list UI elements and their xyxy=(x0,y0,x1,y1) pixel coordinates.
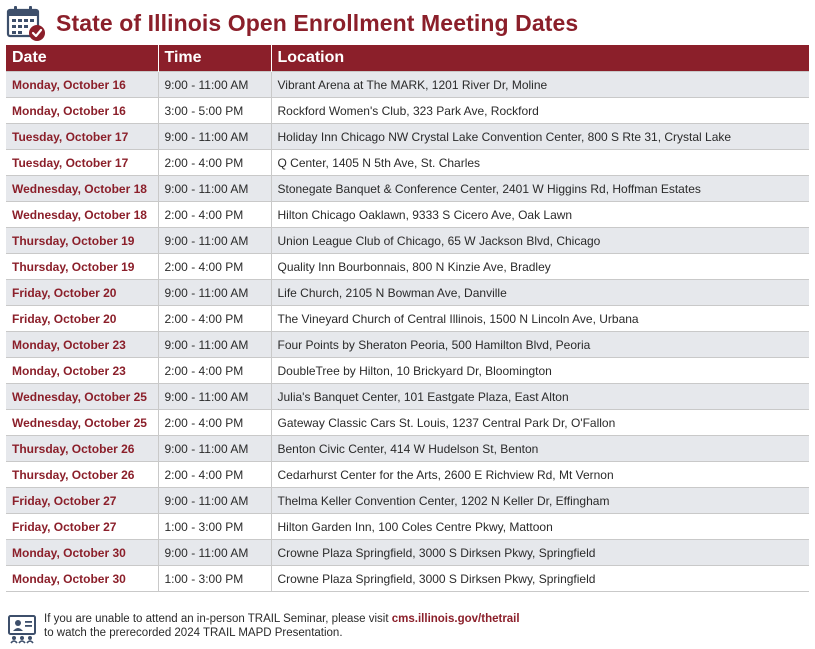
table-row xyxy=(6,280,809,306)
time-cell: 2:00 - 4:00 PM xyxy=(158,410,271,436)
table-row xyxy=(6,150,809,176)
time-cell: 9:00 - 11:00 AM xyxy=(158,280,271,306)
date-cell: Wednesday, October 25 xyxy=(6,410,158,436)
date-cell: Tuesday, October 17 xyxy=(6,124,158,150)
time-cell: 2:00 - 4:00 PM xyxy=(158,306,271,332)
date-cell: Monday, October 23 xyxy=(6,332,158,358)
footer-note xyxy=(6,612,811,646)
table-row xyxy=(6,176,809,202)
location-cell: Holiday Inn Chicago NW Crystal Lake Convention Center, 800 S Rte 31, Crystal Lake xyxy=(271,124,809,150)
time-cell: 9:00 - 11:00 AM xyxy=(158,72,271,98)
date-cell: Wednesday, October 18 xyxy=(6,176,158,202)
time-cell: 9:00 - 11:00 AM xyxy=(158,124,271,150)
time-cell: 9:00 - 11:00 AM xyxy=(158,540,271,566)
date-cell: Wednesday, October 25 xyxy=(6,384,158,410)
date-cell: Friday, October 27 xyxy=(6,514,158,540)
page-header xyxy=(6,4,811,42)
location-cell: Vibrant Arena at The MARK, 1201 River Dr, Moline xyxy=(271,72,809,98)
date-cell: Monday, October 30 xyxy=(6,540,158,566)
location-cell: Julia's Banquet Center, 101 Eastgate Plaza, East Alton xyxy=(271,384,809,410)
location-cell: Thelma Keller Convention Center, 1202 N Keller Dr, Effingham xyxy=(271,488,809,514)
table-row xyxy=(6,410,809,436)
location-cell: DoubleTree by Hilton, 10 Brickyard Dr, Bloomington xyxy=(271,358,809,384)
footer-text xyxy=(44,612,520,640)
location-cell: Hilton Chicago Oaklawn, 9333 S Cicero Ave, Oak Lawn xyxy=(271,202,809,228)
date-cell: Monday, October 16 xyxy=(6,98,158,124)
date-cell: Friday, October 20 xyxy=(6,280,158,306)
trail-link[interactable]: cms.illinois.gov/thetrail xyxy=(391,613,520,625)
location-cell: Gateway Classic Cars St. Louis, 1237 Central Park Dr, O'Fallon xyxy=(271,410,809,436)
location-cell: The Vineyard Church of Central Illinois, 1500 N Lincoln Ave, Urbana xyxy=(271,306,809,332)
presentation-icon xyxy=(6,614,38,644)
table-row xyxy=(6,462,809,488)
table-row xyxy=(6,306,809,332)
table-header-row xyxy=(6,45,809,72)
calendar-check-icon xyxy=(6,4,46,42)
table-row xyxy=(6,228,809,254)
location-cell: Q Center, 1405 N 5th Ave, St. Charles xyxy=(271,150,809,176)
column-header-date: Date xyxy=(6,45,158,72)
date-cell: Tuesday, October 17 xyxy=(6,150,158,176)
location-cell: Rockford Women's Club, 323 Park Ave, Rockford xyxy=(271,98,809,124)
date-cell: Thursday, October 19 xyxy=(6,254,158,280)
time-cell: 2:00 - 4:00 PM xyxy=(158,202,271,228)
time-cell: 9:00 - 11:00 AM xyxy=(158,332,271,358)
footer-text-before: If you are unable to attend an in-person TRAIL Seminar, please visit xyxy=(44,613,392,625)
time-cell: 2:00 - 4:00 PM xyxy=(158,254,271,280)
time-cell: 9:00 - 11:00 AM xyxy=(158,488,271,514)
column-header-location: Location xyxy=(271,45,809,72)
date-cell: Friday, October 27 xyxy=(6,488,158,514)
table-row xyxy=(6,358,809,384)
location-cell: Quality Inn Bourbonnais, 800 N Kinzie Ave, Bradley xyxy=(271,254,809,280)
time-cell: 1:00 - 3:00 PM xyxy=(158,514,271,540)
table-row xyxy=(6,540,809,566)
table-row xyxy=(6,332,809,358)
column-header-time: Time xyxy=(158,45,271,72)
table-row xyxy=(6,488,809,514)
location-cell: Crowne Plaza Springfield, 3000 S Dirksen Pkwy, Springfield xyxy=(271,540,809,566)
time-cell: 2:00 - 4:00 PM xyxy=(158,150,271,176)
date-cell: Monday, October 16 xyxy=(6,72,158,98)
date-cell: Thursday, October 26 xyxy=(6,462,158,488)
table-row xyxy=(6,202,809,228)
table-row xyxy=(6,514,809,540)
location-cell: Life Church, 2105 N Bowman Ave, Danville xyxy=(271,280,809,306)
location-cell: Crowne Plaza Springfield, 3000 S Dirksen Pkwy, Springfield xyxy=(271,566,809,592)
location-cell: Cedarhurst Center for the Arts, 2600 E Richview Rd, Mt Vernon xyxy=(271,462,809,488)
location-cell: Benton Civic Center, 414 W Hudelson St, Benton xyxy=(271,436,809,462)
time-cell: 1:00 - 3:00 PM xyxy=(158,566,271,592)
table-row xyxy=(6,254,809,280)
date-cell: Friday, October 20 xyxy=(6,306,158,332)
table-row xyxy=(6,124,809,150)
time-cell: 9:00 - 11:00 AM xyxy=(158,384,271,410)
location-cell: Hilton Garden Inn, 100 Coles Centre Pkwy, Mattoon xyxy=(271,514,809,540)
location-cell: Stonegate Banquet & Conference Center, 2401 W Higgins Rd, Hoffman Estates xyxy=(271,176,809,202)
time-cell: 9:00 - 11:00 AM xyxy=(158,228,271,254)
table-row xyxy=(6,72,809,98)
date-cell: Thursday, October 19 xyxy=(6,228,158,254)
time-cell: 2:00 - 4:00 PM xyxy=(158,462,271,488)
page-title: State of Illinois Open Enrollment Meeting Dates xyxy=(56,9,579,36)
table-row xyxy=(6,566,809,592)
date-cell: Monday, October 30 xyxy=(6,566,158,592)
date-cell: Thursday, October 26 xyxy=(6,436,158,462)
date-cell: Wednesday, October 18 xyxy=(6,202,158,228)
time-cell: 3:00 - 5:00 PM xyxy=(158,98,271,124)
time-cell: 2:00 - 4:00 PM xyxy=(158,358,271,384)
time-cell: 9:00 - 11:00 AM xyxy=(158,436,271,462)
date-cell: Monday, October 23 xyxy=(6,358,158,384)
table-row xyxy=(6,436,809,462)
footer-text-after: to watch the prerecorded 2024 TRAIL MAPD Presentation. xyxy=(44,627,343,639)
time-cell: 9:00 - 11:00 AM xyxy=(158,176,271,202)
location-cell: Four Points by Sheraton Peoria, 500 Hamilton Blvd, Peoria xyxy=(271,332,809,358)
table-row xyxy=(6,98,809,124)
table-row xyxy=(6,384,809,410)
location-cell: Union League Club of Chicago, 65 W Jackson Blvd, Chicago xyxy=(271,228,809,254)
schedule-table xyxy=(6,45,809,592)
